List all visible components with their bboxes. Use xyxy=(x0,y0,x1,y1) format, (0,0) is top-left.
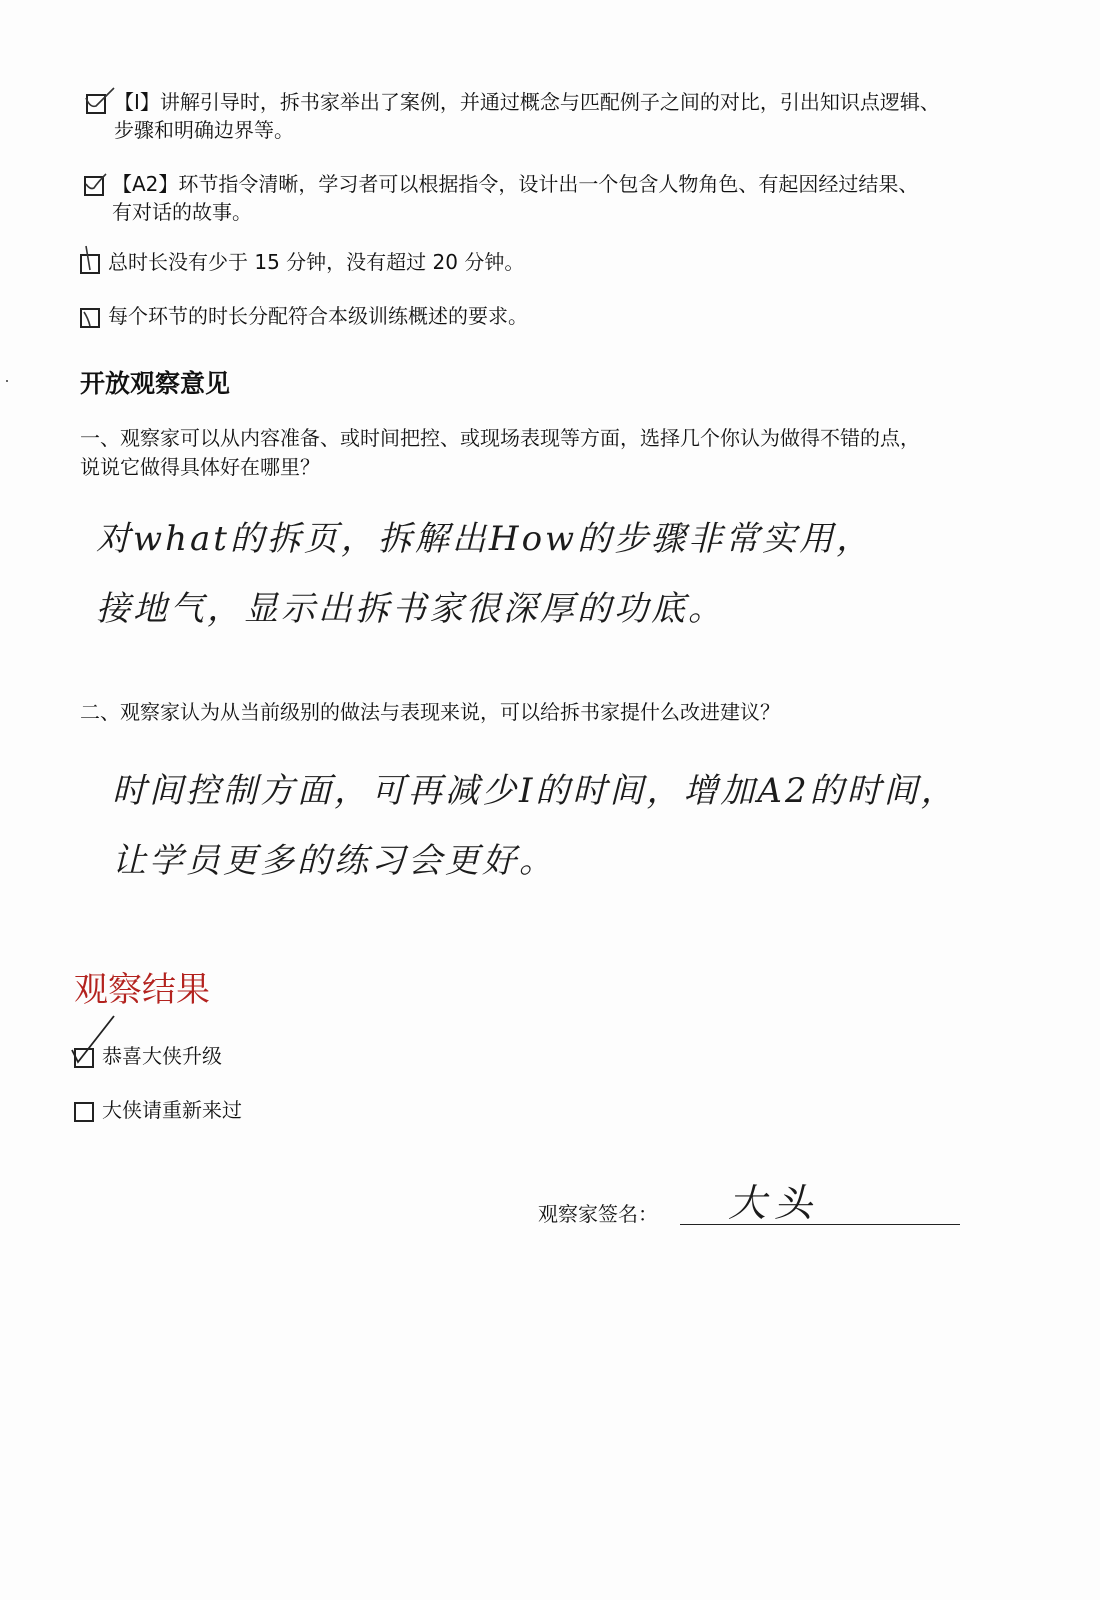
check-mark-icon xyxy=(82,82,118,118)
handwritten-answer-2[interactable]: 时间控制方面，可再减少I的时间，增加A2的时间， 让学员更多的练习会更好。 xyxy=(112,771,958,881)
checkbox[interactable] xyxy=(74,1102,94,1122)
checklist-item-4[interactable] xyxy=(80,302,528,330)
checklist-item-text: 总时长没有少于 15 分钟，没有超过 20 分钟。 xyxy=(108,250,525,274)
checklist-item-3[interactable] xyxy=(80,248,524,276)
check-mark-icon xyxy=(76,242,112,278)
checklist-item-text: 【I】讲解引导时，拆书家举出了案例，并通过概念与匹配例子之间的对比，引出知识点逻辑、 步骤和明确边界等。 xyxy=(114,90,940,142)
signature-label: 观察家签名： xyxy=(538,1202,658,1226)
check-mark-icon xyxy=(80,164,116,200)
signature-area xyxy=(538,1181,958,1228)
checklist-item-text: 【A2】环节指令清晰，学习者可以根据指令，设计出一个包含人物角色、有起因经过结果、 有对话的故事。 xyxy=(112,172,919,224)
check-mark-icon xyxy=(70,1036,114,1080)
checklist-item-text: 每个环节的时长分配符合本级训练概述的要求。 xyxy=(108,304,528,328)
checkbox[interactable] xyxy=(84,176,104,196)
question-2: 二、观察家认为从当前级别的做法与表现来说，可以给拆书家提什么改进建议？ xyxy=(80,700,780,724)
check-mark-icon xyxy=(76,296,112,332)
result-option-label: 恭喜大侠升级 xyxy=(102,1044,222,1068)
checkbox[interactable] xyxy=(86,94,106,114)
result-option-label: 大侠请重新来过 xyxy=(102,1098,242,1122)
signature-name: 大头 xyxy=(728,1181,821,1225)
open-observation-title: 开放观察意见 xyxy=(80,369,231,398)
checkbox[interactable] xyxy=(74,1048,94,1068)
checklist-item-2[interactable] xyxy=(84,170,918,226)
question-1: 一、观察家可以从内容准备、或时间把控、或现场表现等方面，选择几个你认为做得不错的点， 说说它做得具体好在哪里？ xyxy=(80,426,920,479)
observation-result-title: 观察结果 xyxy=(74,970,210,1010)
checklist-item-1[interactable] xyxy=(86,88,940,144)
result-option-retry[interactable] xyxy=(74,1096,242,1124)
checkbox[interactable] xyxy=(80,254,100,274)
handwritten-answer-1[interactable]: 对what的拆页，拆解出How的步骤非常实用， 接地气，显示出拆书家很深厚的功底。 xyxy=(96,519,874,629)
result-option-upgrade[interactable] xyxy=(74,1042,222,1070)
scan-speck xyxy=(6,380,8,382)
checkbox[interactable] xyxy=(80,308,100,328)
